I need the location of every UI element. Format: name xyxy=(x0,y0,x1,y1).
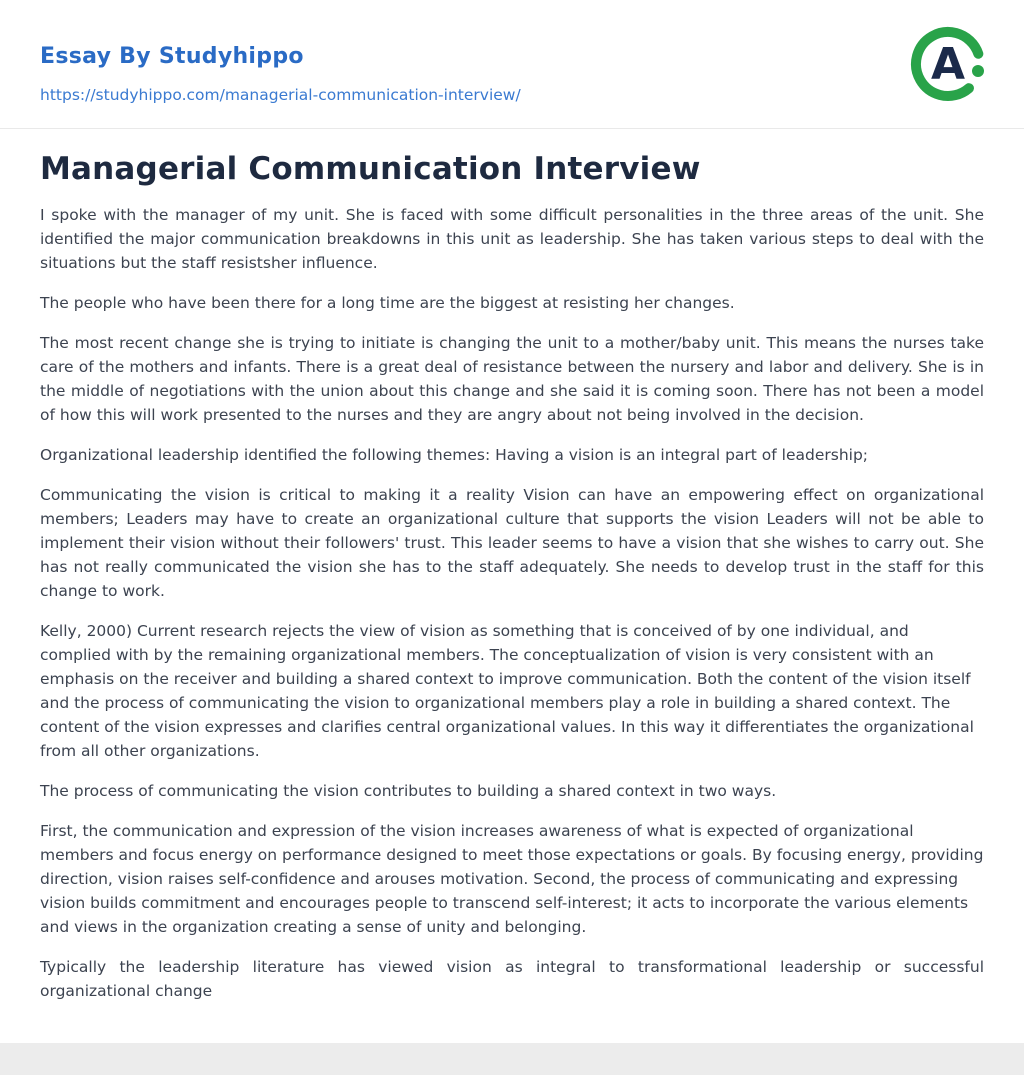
paragraph: First, the communication and expression of the vision increases awareness of what is expected of organizational members and focus energy on performance designed to meet those expectations or goals. By focusing energy, providing direction, vision raises self-confidence and arouses motivation. Second, the process of communicating and expressing vision builds commitment and encourages people to transcend self-interest; it acts to incorporate the various elements and views in the organization creating a sense of unity and belonging. xyxy=(40,822,984,936)
site-header xyxy=(0,0,1024,129)
header-text-block xyxy=(40,24,521,104)
logo-svg xyxy=(910,26,986,102)
paragraph: Typically the leadership literature has viewed vision as integral to transformational leadership or successful organizational change xyxy=(40,958,984,1000)
paragraph: The most recent change she is trying to initiate is changing the unit to a mother/baby unit. This means the nurses take care of the mothers and infants. There is a great deal of resistance between the nursery and labor and delivery. She is in the middle of negotiations with the union about this change and she said it is coming soon. There has not been a model of how this will work presented to the nurses and they are angry about not being involved in the decision. xyxy=(40,334,984,424)
article-body xyxy=(40,203,984,1003)
logo-dot xyxy=(972,65,984,77)
paragraph: I spoke with the manager of my unit. She is faced with some difficult personalities in the three areas of the unit. She identified the major communication breakdowns in this unit as leadership. She has taken various steps to deal with the situations but the staff resistsher influence. xyxy=(40,206,984,272)
page-title: Managerial Communication Interview xyxy=(40,151,701,187)
article xyxy=(0,129,1024,1003)
logo-letter: A xyxy=(930,39,966,90)
paragraph: Kelly, 2000) Current research rejects the view of vision as something that is conceived of by one individual, and complied with by the remaining organizational members. The conceptualization of vision is very consistent with an emphasis on the receiver and building a shared context to improve communication. Both the content of the vision itself and the process of communicating the vision to organizational members play a role in building a shared context. The content of the vision expresses and clarifies central organizational values. In this way it differentiates the organizational from all other organizations. xyxy=(40,622,974,760)
paragraph: The process of communicating the vision contributes to building a shared context in two ways. xyxy=(40,782,777,800)
brand-title: Essay By Studyhippo xyxy=(40,44,304,69)
studyhippo-logo-icon[interactable] xyxy=(910,26,986,102)
paragraph: Organizational leadership identified the following themes: Having a vision is an integral part of leadership; xyxy=(40,446,869,464)
source-url-link[interactable]: https://studyhippo.com/managerial-communication-interview/ xyxy=(40,86,521,104)
paragraph: The people who have been there for a long time are the biggest at resisting her changes. xyxy=(40,294,735,312)
paragraph: Communicating the vision is critical to making it a reality Vision can have an empowering effect on organizational members; Leaders may have to create an organizational culture that supports the vision Leaders will not be able to implement their vision without their followers' trust. This leader seems to have a vision that she wishes to carry out. She has not really communicated the vision she has to the staff adequately. She needs to develop trust in the staff for this change to work. xyxy=(40,486,984,600)
bottom-strip xyxy=(0,1043,1024,1075)
